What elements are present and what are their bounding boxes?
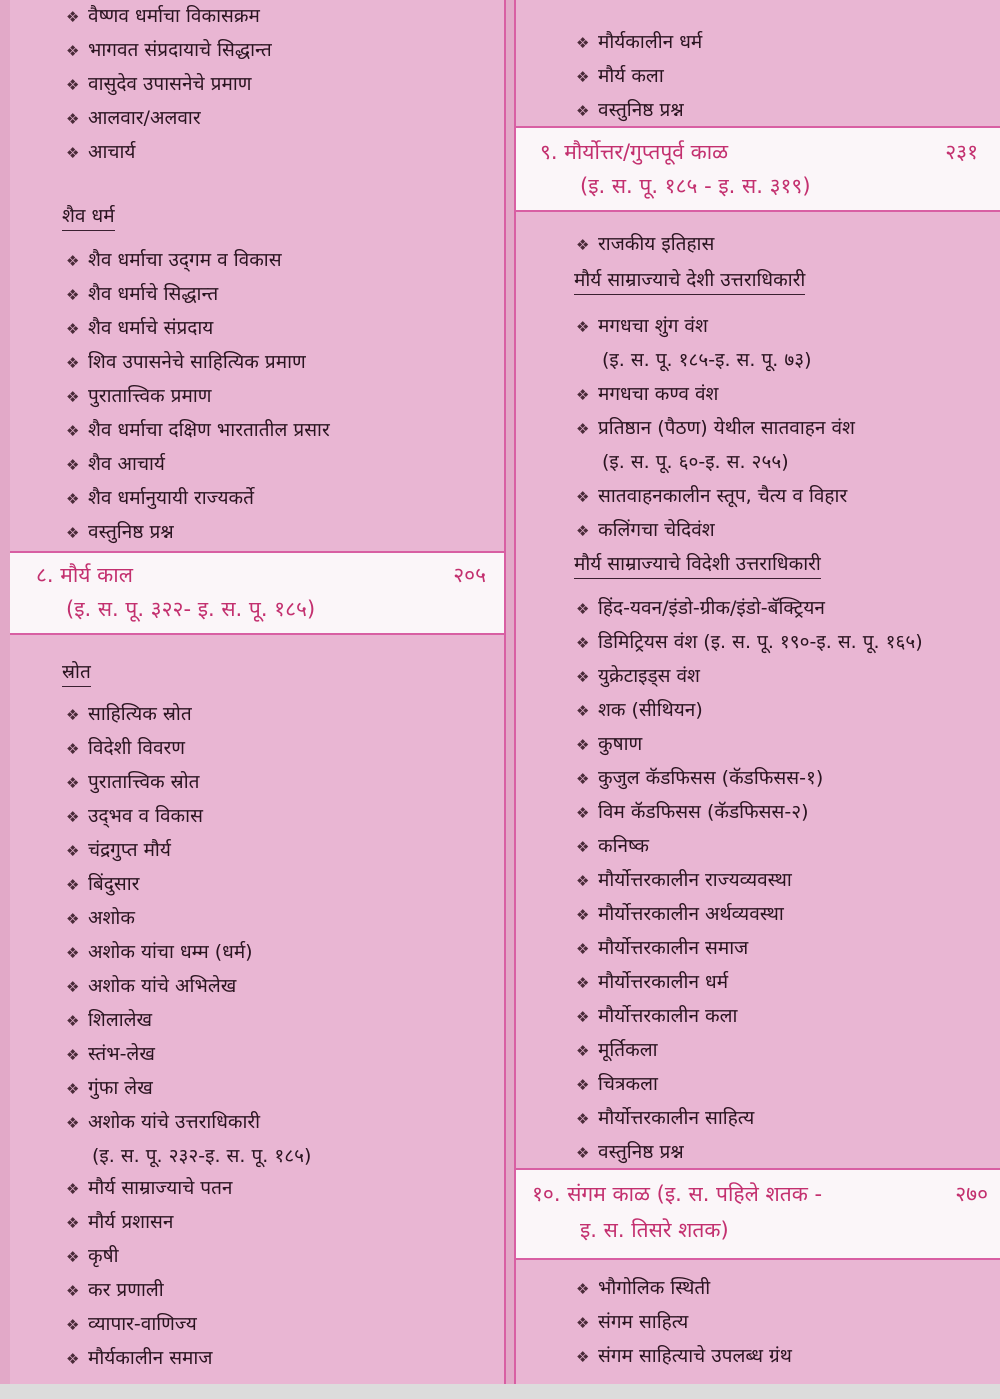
bullet-icon: ❖ (66, 740, 80, 758)
bullet-icon: ❖ (576, 236, 590, 254)
list-item: ❖ वस्तुनिष्ठ प्रश्न (576, 1141, 684, 1163)
bullet-icon: ❖ (66, 1214, 80, 1232)
list-item: ❖ शैव आचार्य (66, 453, 165, 475)
list-item: ❖ गुंफा लेख (66, 1077, 153, 1099)
bullet-icon: ❖ (66, 1350, 80, 1368)
bullet-icon: ❖ (66, 706, 80, 724)
bullet-icon: ❖ (576, 702, 590, 720)
list-item: ❖ वस्तुनिष्ठ प्रश्न (66, 521, 174, 543)
list-item: ❖ मौर्योत्तरकालीन धर्म (576, 971, 729, 993)
list-item: ❖ शैव धर्माचा उद्‌गम व विकास (66, 249, 282, 271)
chapter-page-number: २७० (955, 1182, 988, 1206)
list-item: ❖ शैव धर्माचे सिद्धान्त (66, 283, 219, 305)
bullet-icon: ❖ (576, 668, 590, 686)
bullet-icon: ❖ (576, 600, 590, 618)
bullet-icon: ❖ (576, 974, 590, 992)
bullet-icon: ❖ (576, 34, 590, 52)
list-item: ❖ मौर्य प्रशासन (66, 1211, 174, 1233)
list-item: ❖ कुजुल कॅडफिसस (कॅडफिसस-१) (576, 767, 824, 789)
bullet-icon: ❖ (66, 1316, 80, 1334)
bullet-icon: ❖ (66, 252, 80, 270)
bullet-icon: ❖ (66, 1248, 80, 1266)
bullet-icon: ❖ (576, 804, 590, 822)
list-item: ❖ मौर्यकालीन धर्म (576, 31, 703, 53)
chapter-subtitle: (इ. स. पू. ३२२- इ. स. पू. १८५) (66, 597, 316, 621)
bullet-icon: ❖ (66, 808, 80, 826)
bullet-icon: ❖ (576, 634, 590, 652)
bullet-icon: ❖ (66, 1282, 80, 1300)
bullet-icon: ❖ (576, 1076, 590, 1094)
list-item: ❖ कर प्रणाली (66, 1279, 164, 1301)
list-item: ❖ मौर्य साम्राज्याचे पतन (66, 1177, 233, 1199)
bullet-icon: ❖ (576, 906, 590, 924)
chapter-subtitle: इ. स. तिसरे शतक) (580, 1218, 729, 1242)
bullet-icon: ❖ (576, 838, 590, 856)
bullet-icon: ❖ (66, 286, 80, 304)
chapter-9-header (516, 126, 1000, 212)
chapter-title: १०. संगम काळ (इ. स. पहिले शतक - (532, 1182, 823, 1206)
date-range: (इ. स. पू. ६०-इ. स. २५५) (602, 451, 789, 473)
bullet-icon: ❖ (66, 144, 80, 162)
list-item: ❖ आलवार/अलवार (66, 107, 201, 129)
bullet-icon: ❖ (576, 1110, 590, 1128)
section-heading-srot: स्रोत (62, 660, 91, 687)
bullet-icon: ❖ (576, 488, 590, 506)
list-item: ❖ अशोक यांचे उत्तराधिकारी (66, 1111, 261, 1133)
bullet-icon: ❖ (576, 318, 590, 336)
list-item: ❖ पुरातात्त्विक प्रमाण (66, 385, 212, 407)
list-item: ❖ पुरातात्त्विक स्रोत (66, 771, 200, 793)
list-item: ❖ शैव धर्माचा दक्षिण भारतातील प्रसार (66, 419, 330, 441)
list-item: ❖ चित्रकला (576, 1073, 658, 1095)
date-range: (इ. स. पू. १८५-इ. स. पू. ७३) (602, 349, 812, 371)
list-item: ❖ व्यापार-वाणिज्य (66, 1313, 197, 1335)
list-item: ❖ राजकीय इतिहास (576, 233, 715, 255)
list-item: ❖ शैव धर्मानुयायी राज्यकर्ते (66, 487, 254, 509)
page-bottom-margin (0, 1384, 1000, 1399)
list-item: ❖ भौगोलिक स्थिती (576, 1277, 711, 1299)
bullet-icon: ❖ (66, 354, 80, 372)
bullet-icon: ❖ (66, 1180, 80, 1198)
list-item: ❖ विम कॅडफिसस (कॅडफिसस-२) (576, 801, 809, 823)
list-item: ❖ सातवाहनकालीन स्तूप, चैत्य व विहार (576, 485, 848, 507)
list-item: ❖ मौर्य कला (576, 65, 664, 87)
list-item: ❖ युक्रेटाइड्स वंश (576, 665, 700, 687)
right-column (514, 0, 1000, 1384)
list-item: ❖ बिंदुसार (66, 873, 140, 895)
list-item: ❖ स्तंभ-लेख (66, 1043, 155, 1065)
section-heading-shaiva: शैव धर्म (62, 204, 115, 231)
bullet-icon: ❖ (66, 490, 80, 508)
list-item: ❖ अशोक यांचे अभिलेख (66, 975, 237, 997)
bullet-icon: ❖ (576, 1144, 590, 1162)
list-item: ❖ आचार्य (66, 141, 136, 163)
list-item: ❖ साहित्यिक स्रोत (66, 703, 192, 725)
chapter-title: ९. मौर्योत्तर/गुप्तपूर्व काळ (540, 140, 729, 164)
list-item: ❖ शक (सीथियन) (576, 699, 703, 721)
bullet-icon: ❖ (576, 1280, 590, 1298)
left-column (10, 0, 506, 1384)
list-item: ❖ वस्तुनिष्ठ प्रश्न (576, 99, 684, 121)
chapter-8-header (10, 551, 504, 635)
bullet-icon: ❖ (66, 110, 80, 128)
list-item: ❖ अशोक (66, 907, 135, 929)
list-item: ❖ प्रतिष्ठान (पैठण) येथील सातवाहन वंश (576, 417, 855, 439)
section-heading-desi: मौर्य साम्राज्याचे देशी उत्तराधिकारी (574, 268, 805, 295)
bullet-icon: ❖ (66, 8, 80, 26)
list-item: ❖ मौर्योत्तरकालीन अर्थव्यवस्था (576, 903, 784, 925)
bullet-icon: ❖ (576, 102, 590, 120)
list-item: ❖ डिमिट्रियस वंश (इ. स. पू. १९०-इ. स. पू. १६५) (576, 631, 923, 653)
list-item: ❖ वैष्णव धर्माचा विकासक्रम (66, 5, 260, 27)
list-item: ❖ कलिंगचा चेदिवंश (576, 519, 715, 541)
bullet-icon: ❖ (66, 978, 80, 996)
bullet-icon: ❖ (66, 388, 80, 406)
bullet-icon: ❖ (66, 876, 80, 894)
bullet-icon: ❖ (66, 910, 80, 928)
list-item: ❖ संगम साहित्याचे उपलब्ध ग्रंथ (576, 1345, 792, 1367)
bullet-icon: ❖ (66, 842, 80, 860)
bullet-icon: ❖ (576, 872, 590, 890)
list-item: ❖ मौर्योत्तरकालीन कला (576, 1005, 738, 1027)
section-heading-videshi: मौर्य साम्राज्याचे विदेशी उत्तराधिकारी (574, 552, 821, 579)
bullet-icon: ❖ (66, 320, 80, 338)
list-item: ❖ भागवत संप्रदायाचे सिद्धान्त (66, 39, 272, 61)
list-item: ❖ मौर्योत्तरकालीन साहित्य (576, 1107, 755, 1129)
chapter-page-number: २३१ (945, 140, 978, 164)
bullet-icon: ❖ (576, 1348, 590, 1366)
list-item: ❖ मगधचा शुंग वंश (576, 315, 708, 337)
list-item: ❖ शिव उपासनेचे साहित्यिक प्रमाण (66, 351, 306, 373)
chapter-subtitle: (इ. स. पू. १८५ - इ. स. ३१९) (580, 174, 811, 198)
list-item: ❖ मौर्योत्तरकालीन राज्यव्यवस्था (576, 869, 792, 891)
list-item: ❖ कृषी (66, 1245, 119, 1267)
bullet-icon: ❖ (576, 522, 590, 540)
list-item: ❖ संगम साहित्य (576, 1311, 689, 1333)
bullet-icon: ❖ (576, 770, 590, 788)
bullet-icon: ❖ (576, 736, 590, 754)
list-item: ❖ मूर्तिकला (576, 1039, 658, 1061)
bullet-icon: ❖ (66, 1114, 80, 1132)
bullet-icon: ❖ (66, 456, 80, 474)
bullet-icon: ❖ (66, 422, 80, 440)
list-item: ❖ कुषाण (576, 733, 643, 755)
list-item: ❖ कनिष्क (576, 835, 649, 857)
bullet-icon: ❖ (66, 1046, 80, 1064)
bullet-icon: ❖ (576, 1314, 590, 1332)
bullet-icon: ❖ (576, 1042, 590, 1060)
list-item: ❖ मौर्योत्तरकालीन समाज (576, 937, 749, 959)
bullet-icon: ❖ (66, 1012, 80, 1030)
chapter-page-number: २०५ (453, 563, 486, 587)
bullet-icon: ❖ (66, 76, 80, 94)
bullet-icon: ❖ (66, 774, 80, 792)
bullet-icon: ❖ (576, 68, 590, 86)
list-item: ❖ चंद्रगुप्त मौर्य (66, 839, 171, 861)
date-range: (इ. स. पू. २३२-इ. स. पू. १८५) (92, 1145, 312, 1167)
list-item: ❖ शिलालेख (66, 1009, 153, 1031)
list-item: ❖ मगधचा कण्व वंश (576, 383, 719, 405)
bullet-icon: ❖ (576, 940, 590, 958)
list-item: ❖ वासुदेव उपासनेचे प्रमाण (66, 73, 252, 95)
bullet-icon: ❖ (66, 1080, 80, 1098)
bullet-icon: ❖ (576, 420, 590, 438)
list-item: ❖ विदेशी विवरण (66, 737, 186, 759)
list-item: ❖ अशोक यांचा धम्म (धर्म) (66, 941, 253, 963)
chapter-10-header (516, 1168, 1000, 1260)
bullet-icon: ❖ (576, 1008, 590, 1026)
chapter-title: ८. मौर्य काल (36, 563, 133, 587)
bullet-icon: ❖ (66, 42, 80, 60)
list-item: ❖ मौर्यकालीन समाज (66, 1347, 213, 1369)
list-item: ❖ शैव धर्माचे संप्रदाय (66, 317, 214, 339)
list-item: ❖ हिंद-यवन/इंडो-ग्रीक/इंडो-बॅक्ट्रियन (576, 597, 825, 619)
bullet-icon: ❖ (66, 524, 80, 542)
bullet-icon: ❖ (66, 944, 80, 962)
list-item: ❖ उद्‌भव व विकास (66, 805, 203, 827)
bullet-icon: ❖ (576, 386, 590, 404)
